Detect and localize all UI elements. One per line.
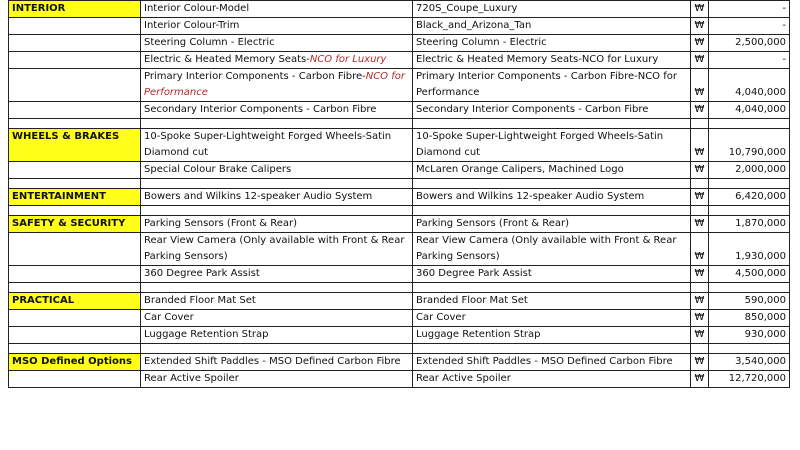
table-row	[8, 216, 790, 233]
table-row	[8, 102, 790, 119]
category-cell	[8, 310, 141, 327]
table-row	[8, 354, 790, 371]
spacer-row	[8, 119, 790, 129]
option-spec: Bowers and Wilkins 12-speaker Audio System	[413, 189, 691, 206]
option-price: 1,870,000	[709, 216, 790, 233]
option-spec: McLaren Orange Calipers, Machined Logo	[413, 162, 691, 179]
category-cell	[8, 35, 141, 52]
option-price: 1,930,000	[709, 233, 790, 266]
category-cell	[8, 266, 141, 283]
table-row	[8, 233, 790, 266]
spacer-row	[8, 344, 790, 354]
category-label: ENTERTAINMENT	[8, 189, 141, 206]
currency-symbol: ₩	[691, 129, 709, 162]
table-row	[8, 310, 790, 327]
option-name: Branded Floor Mat Set	[141, 293, 413, 310]
options-table	[8, 0, 790, 388]
currency-symbol: ₩	[691, 0, 709, 18]
option-spec: 10-Spoke Super-Lightweight Forged Wheels-Satin Diamond cut	[413, 129, 691, 162]
table-row	[8, 52, 790, 69]
category-label: MSO Defined Options	[8, 354, 141, 371]
option-spec: Extended Shift Paddles - MSO Defined Carbon Fibre	[413, 354, 691, 371]
currency-symbol: ₩	[691, 354, 709, 371]
option-spec: Electric & Heated Memory Seats-NCO for Luxury	[413, 52, 691, 69]
option-name: Interior Colour-Trim	[141, 18, 413, 35]
category-cell	[8, 102, 141, 119]
spacer-row	[8, 283, 790, 293]
category-label: INTERIOR	[8, 0, 141, 18]
option-name: Bowers and Wilkins 12-speaker Audio System	[141, 189, 413, 206]
option-price: 2,500,000	[709, 35, 790, 52]
option-name-text: Electric & Heated Memory Seats-	[144, 54, 310, 65]
category-cell	[8, 69, 141, 102]
table-row	[8, 371, 790, 388]
currency-symbol: ₩	[691, 189, 709, 206]
option-price: 930,000	[709, 327, 790, 344]
option-price: -	[709, 0, 790, 18]
option-spec: Branded Floor Mat Set	[413, 293, 691, 310]
option-name: Rear View Camera (Only available with Front & Rear Parking Sensors)	[141, 233, 413, 266]
option-name	[141, 52, 413, 69]
option-name: Rear Active Spoiler	[141, 371, 413, 388]
spacer-row	[8, 206, 790, 216]
option-price: -	[709, 52, 790, 69]
option-name: Steering Column - Electric	[141, 35, 413, 52]
category-cell	[8, 233, 141, 266]
option-name: Extended Shift Paddles - MSO Defined Carbon Fibre	[141, 354, 413, 371]
option-spec: Secondary Interior Components - Carbon Fibre	[413, 102, 691, 119]
option-price: 4,040,000	[709, 102, 790, 119]
option-name: Special Colour Brake Calipers	[141, 162, 413, 179]
option-price: 6,420,000	[709, 189, 790, 206]
category-cell	[8, 371, 141, 388]
category-label: SAFETY & SECURITY	[8, 216, 141, 233]
table-row	[8, 18, 790, 35]
table-row	[8, 266, 790, 283]
category-cell	[8, 52, 141, 69]
table-row	[8, 129, 790, 162]
option-spec: 720S_Coupe_Luxury	[413, 0, 691, 18]
currency-symbol: ₩	[691, 293, 709, 310]
option-name: 360 Degree Park Assist	[141, 266, 413, 283]
currency-symbol: ₩	[691, 233, 709, 266]
option-price: 3,540,000	[709, 354, 790, 371]
currency-symbol: ₩	[691, 371, 709, 388]
currency-symbol: ₩	[691, 18, 709, 35]
option-price: 2,000,000	[709, 162, 790, 179]
currency-symbol: ₩	[691, 52, 709, 69]
option-price: 850,000	[709, 310, 790, 327]
option-price: 12,720,000	[709, 371, 790, 388]
table-row	[8, 162, 790, 179]
currency-symbol: ₩	[691, 102, 709, 119]
option-spec: Rear Active Spoiler	[413, 371, 691, 388]
currency-symbol: ₩	[691, 69, 709, 102]
option-name: Parking Sensors (Front & Rear)	[141, 216, 413, 233]
option-name: Luggage Retention Strap	[141, 327, 413, 344]
category-cell	[8, 162, 141, 179]
currency-symbol: ₩	[691, 162, 709, 179]
currency-symbol: ₩	[691, 310, 709, 327]
currency-symbol: ₩	[691, 35, 709, 52]
category-cell	[8, 327, 141, 344]
option-name: Interior Colour-Model	[141, 0, 413, 18]
option-price: 4,040,000	[709, 69, 790, 102]
table-row	[8, 69, 790, 102]
category-label: PRACTICAL	[8, 293, 141, 310]
option-note: NCO for Performance	[144, 71, 405, 98]
option-spec: 360 Degree Park Assist	[413, 266, 691, 283]
option-price: 4,500,000	[709, 266, 790, 283]
option-spec: Steering Column - Electric	[413, 35, 691, 52]
table-row	[8, 0, 790, 18]
table-row	[8, 293, 790, 310]
option-spec: Rear View Camera (Only available with Front & Rear Parking Sensors)	[413, 233, 691, 266]
option-name: Secondary Interior Components - Carbon Fibre	[141, 102, 413, 119]
option-name	[141, 69, 413, 102]
currency-symbol: ₩	[691, 216, 709, 233]
option-spec: Car Cover	[413, 310, 691, 327]
currency-symbol: ₩	[691, 327, 709, 344]
spacer-row	[8, 179, 790, 189]
category-cell	[8, 18, 141, 35]
option-name-text: Primary Interior Components - Carbon Fibre-	[144, 71, 366, 82]
option-spec: Parking Sensors (Front & Rear)	[413, 216, 691, 233]
table-row	[8, 35, 790, 52]
option-price: -	[709, 18, 790, 35]
option-spec: Luggage Retention Strap	[413, 327, 691, 344]
table-row	[8, 189, 790, 206]
option-spec: Primary Interior Components - Carbon Fibre-NCO for Performance	[413, 69, 691, 102]
option-price: 10,790,000	[709, 129, 790, 162]
category-label: WHEELS & BRAKES	[8, 129, 141, 162]
option-name: Car Cover	[141, 310, 413, 327]
option-note: NCO for Luxury	[309, 54, 387, 65]
option-spec: Black_and_Arizona_Tan	[413, 18, 691, 35]
option-price: 590,000	[709, 293, 790, 310]
currency-symbol: ₩	[691, 266, 709, 283]
table-row	[8, 327, 790, 344]
option-name: 10-Spoke Super-Lightweight Forged Wheels-Satin Diamond cut	[141, 129, 413, 162]
